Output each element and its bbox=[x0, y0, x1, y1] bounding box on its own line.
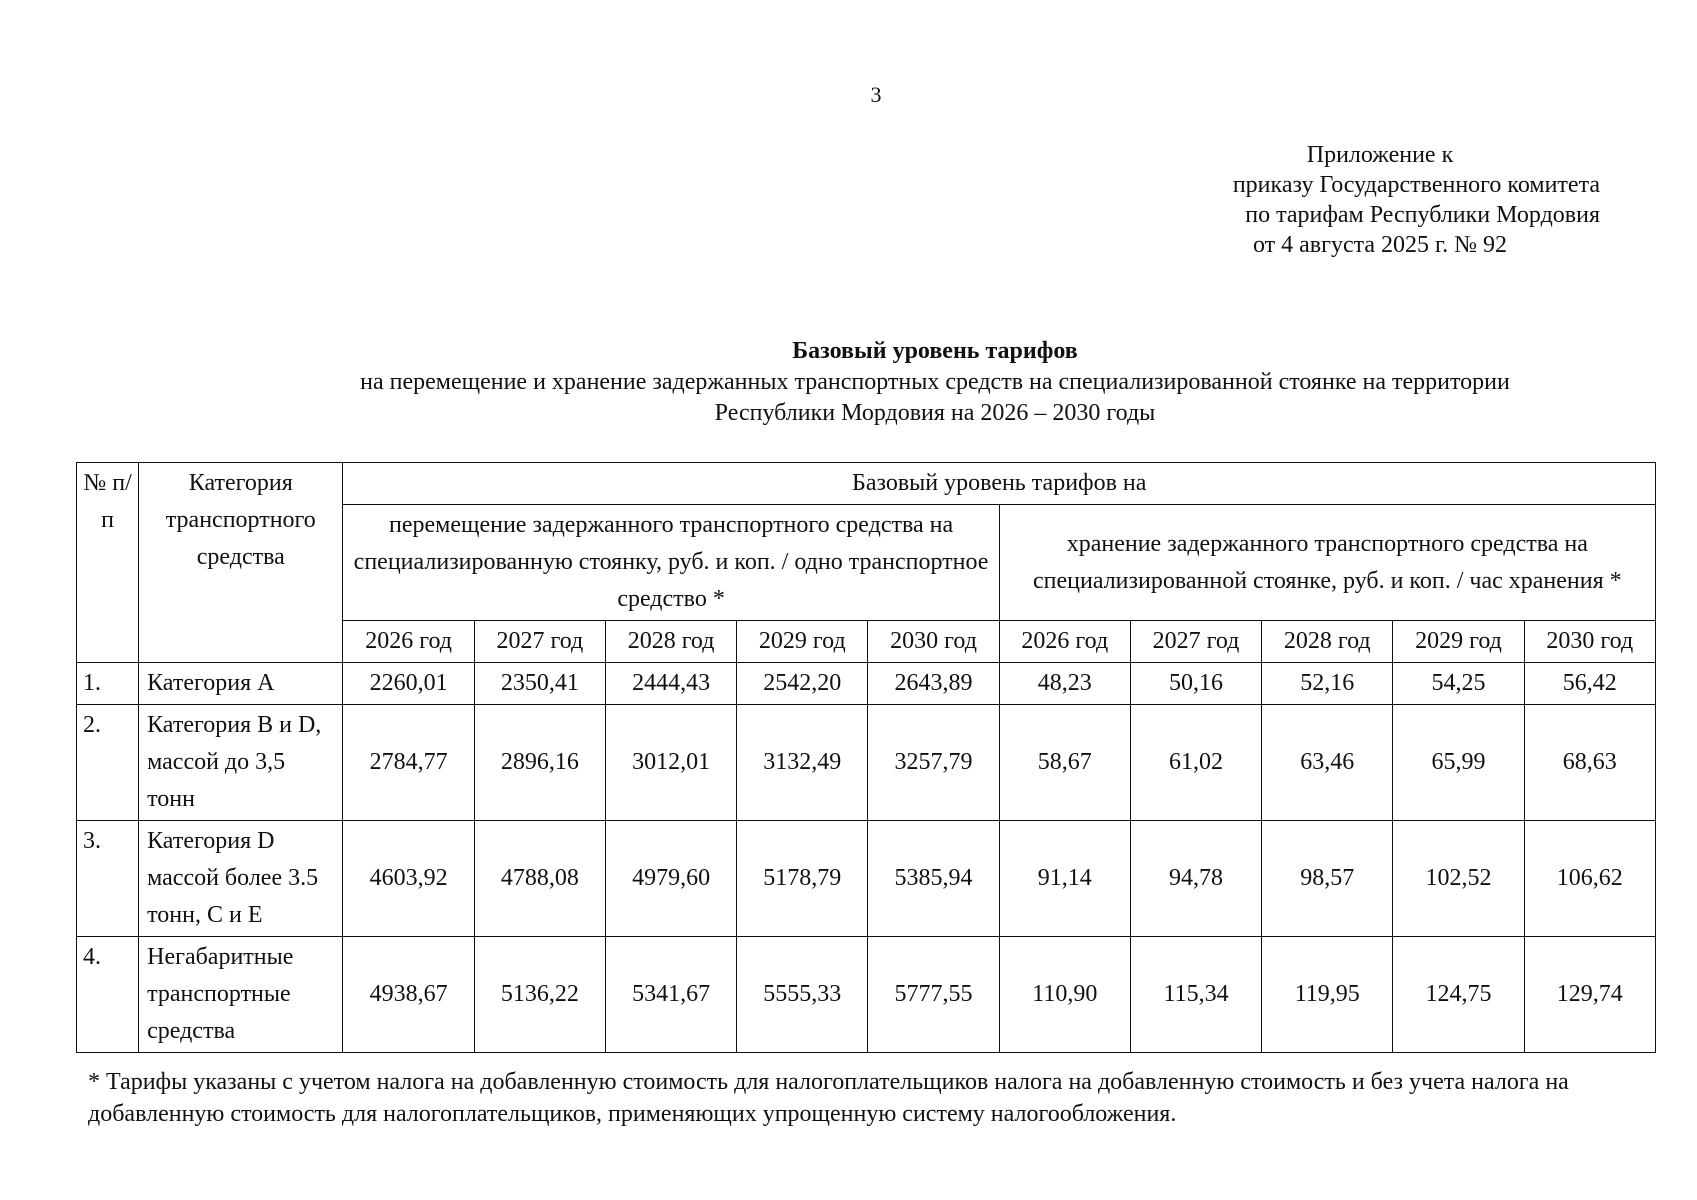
store-tariff-cell: 115,34 bbox=[1130, 937, 1261, 1053]
header-year: 2026 год bbox=[343, 621, 474, 663]
appendix-line-1: Приложение к bbox=[1306, 142, 1454, 168]
title-main: Базовый уровень тарифов bbox=[792, 338, 1078, 364]
store-tariff-cell: 48,23 bbox=[999, 663, 1130, 705]
header-year: 2027 год bbox=[474, 621, 605, 663]
store-tariff-cell: 119,95 bbox=[1262, 937, 1393, 1053]
document-title bbox=[240, 336, 1630, 429]
store-tariff-cell: 129,74 bbox=[1524, 937, 1655, 1053]
appendix-block bbox=[1160, 140, 1600, 260]
appendix-line-2: приказу Государственного комитета bbox=[1232, 172, 1600, 198]
appendix-line-4: от 4 августа 2025 г. № 92 bbox=[1252, 232, 1508, 258]
header-year: 2029 год bbox=[737, 621, 868, 663]
header-year: 2029 год bbox=[1393, 621, 1524, 663]
header-group: Базовый уровень тарифов на bbox=[343, 463, 1656, 505]
move-tariff-cell: 2896,16 bbox=[474, 705, 605, 821]
store-tariff-cell: 106,62 bbox=[1524, 821, 1655, 937]
header-year: 2028 год bbox=[1262, 621, 1393, 663]
move-tariff-cell: 5777,55 bbox=[868, 937, 999, 1053]
move-tariff-cell: 3132,49 bbox=[737, 705, 868, 821]
store-tariff-cell: 61,02 bbox=[1130, 705, 1261, 821]
move-tariff-cell: 4979,60 bbox=[605, 821, 736, 937]
tariff-table bbox=[76, 462, 1656, 1053]
move-tariff-cell: 5136,22 bbox=[474, 937, 605, 1053]
header-year: 2028 год bbox=[605, 621, 736, 663]
store-tariff-cell: 68,63 bbox=[1524, 705, 1655, 821]
table-body bbox=[77, 663, 1656, 1053]
store-tariff-cell: 124,75 bbox=[1393, 937, 1524, 1053]
move-tariff-cell: 2444,43 bbox=[605, 663, 736, 705]
store-tariff-cell: 52,16 bbox=[1262, 663, 1393, 705]
row-number: 3. bbox=[77, 821, 139, 937]
title-subtitle-1: на перемещение и хранение задержанных транспортных средств на специализированной стоянке на территории bbox=[360, 369, 1510, 395]
move-tariff-cell: 2260,01 bbox=[343, 663, 474, 705]
store-tariff-cell: 94,78 bbox=[1130, 821, 1261, 937]
header-category: Категория транспортного средства bbox=[139, 463, 343, 663]
move-tariff-cell: 5385,94 bbox=[868, 821, 999, 937]
store-tariff-cell: 56,42 bbox=[1524, 663, 1655, 705]
row-category: Категория D массой более 3.5 тонн, C и E bbox=[139, 821, 343, 937]
move-tariff-cell: 4603,92 bbox=[343, 821, 474, 937]
store-tariff-cell: 98,57 bbox=[1262, 821, 1393, 937]
move-tariff-cell: 4938,67 bbox=[343, 937, 474, 1053]
move-tariff-cell: 5555,33 bbox=[737, 937, 868, 1053]
move-tariff-cell: 2643,89 bbox=[868, 663, 999, 705]
move-tariff-cell: 5178,79 bbox=[737, 821, 868, 937]
header-no: № п/п bbox=[77, 463, 139, 663]
footnote: * Тарифы указаны с учетом налога на добавленную стоимость для налогоплательщиков налога на добавленную стоимость и без учета налога на добавленную стоимость для налогоплательщиков, применяющих упрощенную систему налогообложения. bbox=[88, 1069, 1569, 1127]
store-tariff-cell: 110,90 bbox=[999, 937, 1130, 1053]
row-number: 4. bbox=[77, 937, 139, 1053]
table-row bbox=[77, 821, 1656, 937]
store-tariff-cell: 65,99 bbox=[1393, 705, 1524, 821]
table-row bbox=[77, 705, 1656, 821]
move-tariff-cell: 3012,01 bbox=[605, 705, 736, 821]
row-category: Категория A bbox=[139, 663, 343, 705]
move-tariff-cell: 2784,77 bbox=[343, 705, 474, 821]
header-year: 2030 год bbox=[868, 621, 999, 663]
move-tariff-cell: 2350,41 bbox=[474, 663, 605, 705]
header-move: перемещение задержанного транспортного средства на специализированную стоянку, руб. и коп. / одно транспортное средство * bbox=[343, 505, 999, 621]
title-subtitle-2: Республики Мордовия на 2026 – 2030 годы bbox=[714, 400, 1156, 426]
table-row bbox=[77, 663, 1656, 705]
move-tariff-cell: 4788,08 bbox=[474, 821, 605, 937]
store-tariff-cell: 54,25 bbox=[1393, 663, 1524, 705]
row-number: 1. bbox=[77, 663, 139, 705]
store-tariff-cell: 102,52 bbox=[1393, 821, 1524, 937]
store-tariff-cell: 91,14 bbox=[999, 821, 1130, 937]
store-tariff-cell: 58,67 bbox=[999, 705, 1130, 821]
store-tariff-cell: 63,46 bbox=[1262, 705, 1393, 821]
header-year: 2027 год bbox=[1130, 621, 1261, 663]
header-year: 2030 год bbox=[1524, 621, 1655, 663]
header-year: 2026 год bbox=[999, 621, 1130, 663]
table-row bbox=[77, 937, 1656, 1053]
header-store: хранение задержанного транспортного средства на специализированной стоянке, руб. и коп. / час хранения * bbox=[999, 505, 1655, 621]
row-number: 2. bbox=[77, 705, 139, 821]
move-tariff-cell: 5341,67 bbox=[605, 937, 736, 1053]
move-tariff-cell: 2542,20 bbox=[737, 663, 868, 705]
row-category: Категория B и D, массой до 3,5 тонн bbox=[139, 705, 343, 821]
store-tariff-cell: 50,16 bbox=[1130, 663, 1261, 705]
appendix-line-3: по тарифам Республики Мордовия bbox=[1245, 202, 1600, 228]
move-tariff-cell: 3257,79 bbox=[868, 705, 999, 821]
page-number: 3 bbox=[870, 82, 882, 107]
row-category: Негабаритные транспортные средства bbox=[139, 937, 343, 1053]
